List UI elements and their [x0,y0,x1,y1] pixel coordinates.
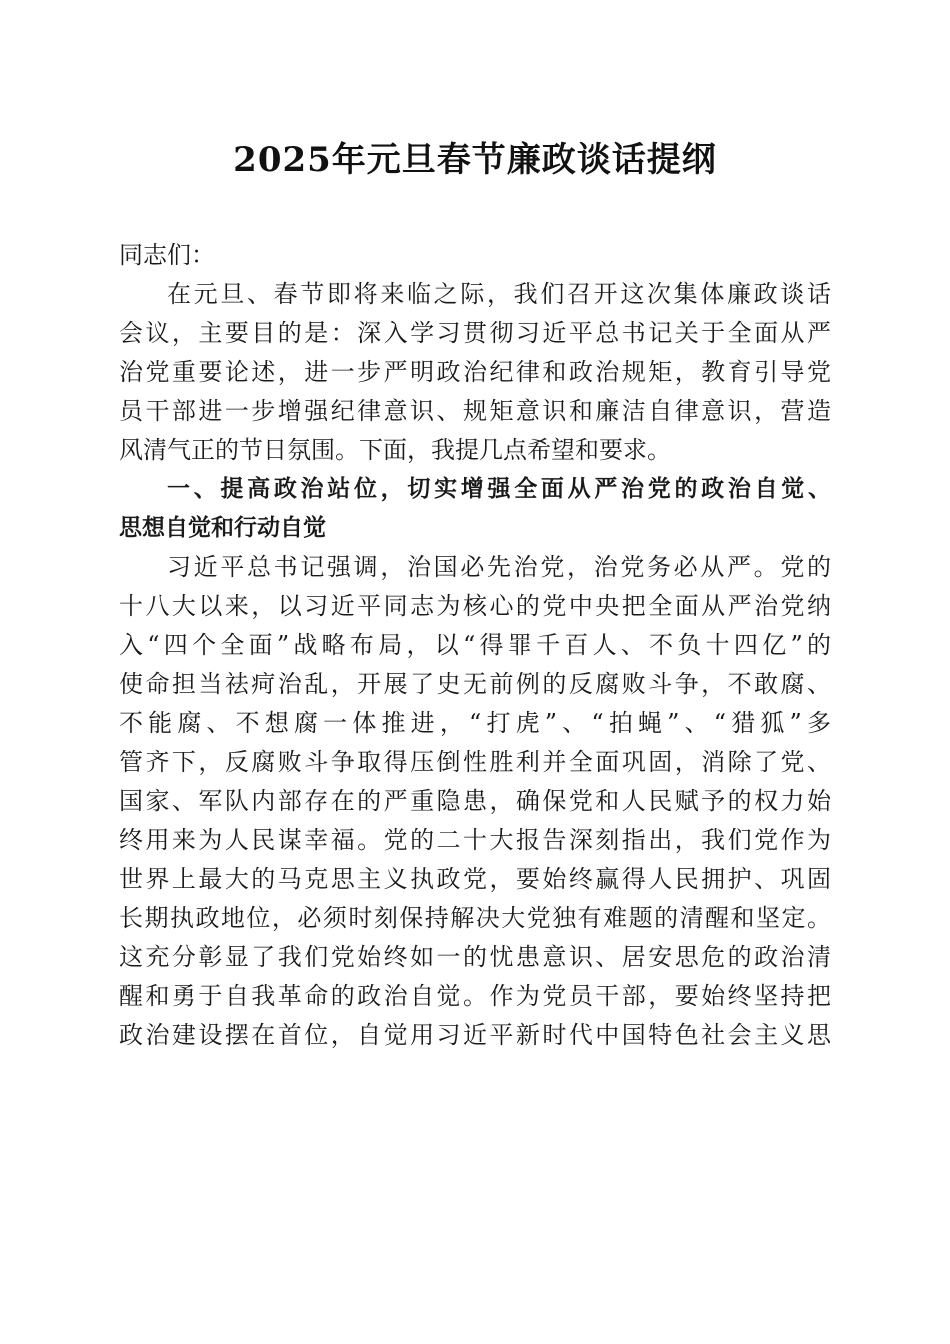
section-heading-line: 思想自觉和行动自觉 [119,515,326,541]
section-heading-line: 一、提高政治站位，切实增强全面从严治党的政治自觉、 [167,476,831,502]
body-line: 十八大以来，以习近平同志为核心的党中央把全面从严治党纳 [119,592,831,620]
intro-line: 会议，主要目的是：深入学习贯彻习近平总书记关于全面从严 [119,319,831,347]
body-line: 长期执政地位，必须时刻保持解决大党独有难题的清醒和坚定。 [119,904,831,932]
body-line: 国家、军队内部存在的严重隐患，确保党和人民赋予的权力始 [119,787,831,815]
body-line: 使命担当祛疴治乱，开展了史无前例的反腐败斗争，不敢腐、 [119,670,831,698]
document-title: 2025年元旦春节廉政谈话提纲 [233,140,717,180]
intro-line: 在元旦、春节即将来临之际，我们召开这次集体廉政谈话 [167,280,831,308]
body-line: 醒和勇于自我革命的政治自觉。作为党员干部，要始终坚持把 [119,982,831,1010]
intro-line: 员干部进一步增强纪律意识、规矩意识和廉洁自律意识，营造 [119,397,831,425]
body-line: 世界上最大的马克思主义执政党，要始终赢得人民拥护、巩固 [119,865,831,893]
body-line: 终用来为人民谋幸福。党的二十大报告深刻指出，我们党作为 [119,826,831,854]
body-line: 不能腐、不想腐一体推进，“打虎”、“拍蝇”、“猎狐”多 [119,709,831,737]
intro-line: 治党重要论述，进一步严明政治纪律和政治规矩，教育引导党 [119,358,831,386]
body-line: 这充分彰显了我们党始终如一的忧患意识、居安思危的政治清 [119,943,831,971]
body-line: 习近平总书记强调，治国必先治党，治党务必从严。党的 [167,553,831,581]
body-line: 管齐下，反腐败斗争取得压倒性胜利并全面巩固，消除了党、 [119,748,831,776]
document-body [119,236,831,1055]
body-line: 政治建设摆在首位，自觉用习近平新时代中国特色社会主义思 [119,1021,831,1049]
salutation: 同志们： [119,241,215,269]
body-line: 入“四个全面”战略布局，以“得罪千百人、不负十四亿”的 [119,631,831,659]
intro-line: 风清气正的节日氛围。下面，我提几点希望和要求。 [119,436,671,464]
